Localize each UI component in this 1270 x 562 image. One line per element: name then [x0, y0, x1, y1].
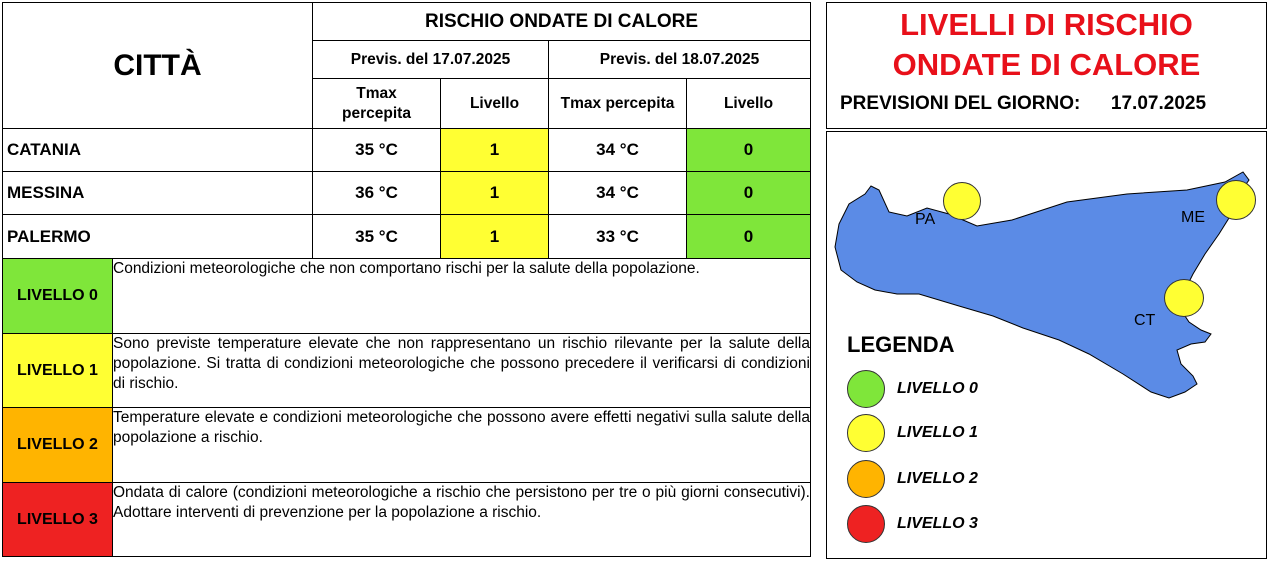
city-name: CATANIA	[3, 129, 313, 172]
level-value: 1	[441, 172, 549, 215]
level-row	[3, 259, 811, 334]
level-value: 0	[687, 172, 811, 215]
city-name: PALERMO	[3, 215, 313, 259]
level-1-label: LIVELLO 1	[3, 334, 113, 408]
map-box	[826, 131, 1267, 559]
palermo-marker	[943, 182, 981, 220]
tmax-value: 36 °C	[313, 172, 441, 215]
level-row	[3, 408, 811, 483]
risk-table	[2, 2, 811, 557]
forecast-label: PREVISIONI DEL GIORNO:	[840, 93, 1081, 114]
level-header-1: Livello	[441, 79, 549, 129]
me-label: ME	[1181, 209, 1205, 226]
legend-item	[847, 460, 978, 498]
level-3-description: Ondata di calore (condizioni meteorologiche a rischio che persistono per tre o più giorni consecutivi). Adottare interventi di prevenzione per la popolazione a rischio.	[113, 483, 811, 557]
level-2-label: LIVELLO 2	[3, 408, 113, 483]
legend-dot-level-2	[847, 460, 885, 498]
level-value: 1	[441, 215, 549, 259]
level-value: 1	[441, 129, 549, 172]
tmax-value: 34 °C	[549, 129, 687, 172]
level-0-label: LIVELLO 0	[3, 259, 113, 334]
legend-title: LEGENDA	[847, 332, 955, 357]
level-row	[3, 334, 811, 408]
level-1-description: Sono previste temperature elevate che non rappresentano un rischio rilevante per la salute della popolazione. Si tratta di condizioni meteorologiche che possono precedere il verificarsi di condizioni di rischio.	[113, 334, 811, 408]
tmax-header-2: Tmax percepita	[549, 79, 687, 129]
forecast-day-2: Previs. del 18.07.2025	[549, 41, 811, 79]
level-3-label: LIVELLO 3	[3, 483, 113, 557]
legend-item	[847, 505, 978, 543]
level-row	[3, 483, 811, 557]
pa-label: PA	[915, 211, 936, 228]
tmax-value: 35 °C	[313, 215, 441, 259]
right-title-line-1: LIVELLI DI RISCHIO	[900, 7, 1193, 42]
level-header-2: Livello	[687, 79, 811, 129]
messina-marker	[1216, 180, 1256, 220]
tmax-header-1: Tmax percepita	[313, 79, 441, 129]
level-value: 0	[687, 215, 811, 259]
tmax-value: 35 °C	[313, 129, 441, 172]
legend-dot-level-3	[847, 505, 885, 543]
forecast-day-1: Previs. del 17.07.2025	[313, 41, 549, 79]
right-title-line-2: ONDATE DI CALORE	[892, 47, 1201, 82]
catania-marker	[1164, 279, 1204, 317]
table-row	[3, 129, 811, 172]
level-0-description: Condizioni meteorologiche che non comportano rischi per la salute della popolazione.	[113, 259, 811, 334]
legend-item	[847, 370, 978, 408]
tmax-value: 34 °C	[549, 172, 687, 215]
legend-label: LIVELLO 3	[897, 515, 978, 532]
legend-dot-level-1	[847, 414, 885, 452]
legend-item	[847, 414, 978, 452]
table-row	[3, 172, 811, 215]
right-header-box	[826, 2, 1267, 129]
table-row	[3, 215, 811, 259]
city-column-header: CITTÀ	[3, 3, 313, 129]
tmax-value: 33 °C	[549, 215, 687, 259]
forecast-date: 17.07.2025	[1110, 93, 1207, 114]
level-value: 0	[687, 129, 811, 172]
main-table-title: RISCHIO ONDATE DI CALORE	[313, 3, 811, 41]
ct-label: CT	[1134, 312, 1156, 329]
city-name: MESSINA	[3, 172, 313, 215]
legend-label: LIVELLO 1	[897, 424, 978, 441]
legend-label: LIVELLO 2	[897, 470, 978, 487]
level-2-description: Temperature elevate e condizioni meteorologiche che possono avere effetti negativi sulla salute della popolazione a rischio.	[113, 408, 811, 483]
legend-label: LIVELLO 0	[897, 380, 978, 397]
legend-dot-level-0	[847, 370, 885, 408]
